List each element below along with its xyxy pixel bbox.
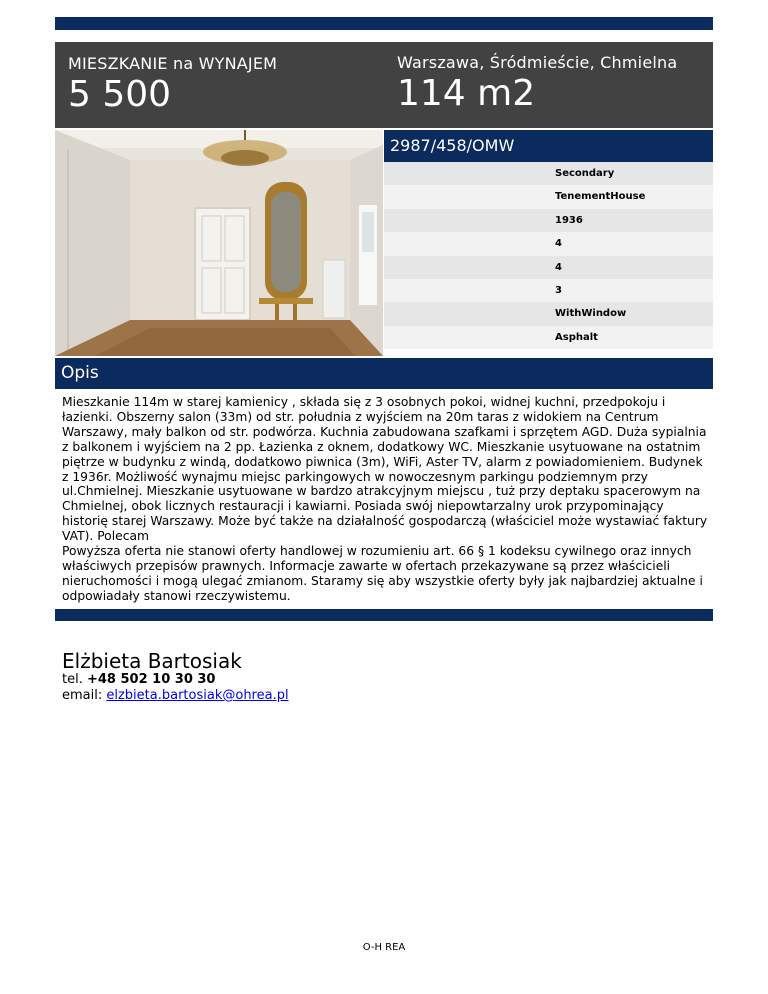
feature-row: 4: [384, 256, 713, 279]
phone-label: tel.: [62, 672, 83, 687]
feature-row: Asphalt: [384, 326, 713, 349]
description-heading: Opis: [61, 363, 99, 383]
listing-type: MIESZKANIE na WYNAJEM: [68, 54, 278, 73]
feature-row: 3: [384, 279, 713, 302]
disclaimer: Powyższa oferta nie stanowi oferty handlowej w rozumieniu art. 66 § 1 kodeksu cywilnego oraz innych właściwych przepisów prawnych. Informacje zawarte w ofertach przekazywane są przez właścicieli nieruchomości i mogą ulegać zmianom. Staramy się aby wszystkie oferty były jak najbardziej aktualne i odpowiadały stanowi rzeczywistemu.: [62, 544, 703, 603]
feature-row: 4: [384, 232, 713, 255]
agent-email-line: [62, 688, 289, 704]
description-heading-bar: [55, 358, 713, 389]
listing-price: 5 500: [68, 74, 172, 115]
listing-area: 114 m2: [397, 73, 536, 114]
feature-row: WithWindow: [384, 302, 713, 325]
email-label: email:: [62, 688, 103, 703]
agent-phone-line: [62, 672, 289, 688]
phone-number[interactable]: +48 502 10 30 30: [86, 672, 216, 687]
feature-row: TenementHouse: [384, 185, 713, 208]
feature-row: Secondary: [384, 162, 713, 185]
footer-company: O-H REA: [362, 942, 406, 953]
feature-row: 1936: [384, 209, 713, 232]
bottom-accent-bar: [55, 609, 713, 621]
email-link[interactable]: elzbieta.bartosiak@ohrea.pl: [106, 688, 289, 703]
agent-contact: [62, 650, 289, 704]
details-panel: [384, 130, 713, 349]
property-photo: [55, 130, 383, 356]
agent-name: Elżbieta Bartosiak: [62, 649, 242, 673]
listing-reference: 2987/458/OMW: [384, 130, 713, 162]
listing-location: Warszawa, Śródmieście, Chmielna: [397, 53, 678, 72]
features-table: [384, 162, 713, 349]
header-left: [68, 54, 277, 115]
listing-header: [55, 42, 713, 128]
top-accent-bar: [55, 17, 713, 30]
description-text: [62, 395, 710, 604]
header-right: [397, 53, 677, 114]
description-body: Mieszkanie 114m w starej kamienicy , składa się z 3 osobnych pokoi, widnej kuchni, przedpokoju i łazienki. Obszerny salon (33m) od str. południa z wyjściem na 20m taras z widokiem na Centrum Warszawy, mały balkon od str. podwórza. Kuchnia zabudowana szafkami i sprzętem AGD. Duża sypialnia z balkonem i wyjściem na 2 pp. Łazienka z oknem, dodatkowy WC. Mieszkanie usytuowane na ostatnim piętrze w budynku z windą, dodatkowo piwnica (3m), WiFi, Aster TV, alarm z powiadomieniem. Budynek z 1936r. Możliwość wynajmu miejsc parkingowych w nowoczesnym parkingu podziemnym przy ul.Chmielnej. Mieszkanie usytuowane w bardzo atrakcyjnym miejscu , tuż przy deptaku spacerowym na Chmielnej, obok licznych restauracji i kawiarni. Posiada swój niepowtarzalny urok przypominający historię starej Warszawy. Może być także na działalność gospodarczą (właściciel może wystawiać faktury VAT). Polecam: [62, 395, 708, 544]
